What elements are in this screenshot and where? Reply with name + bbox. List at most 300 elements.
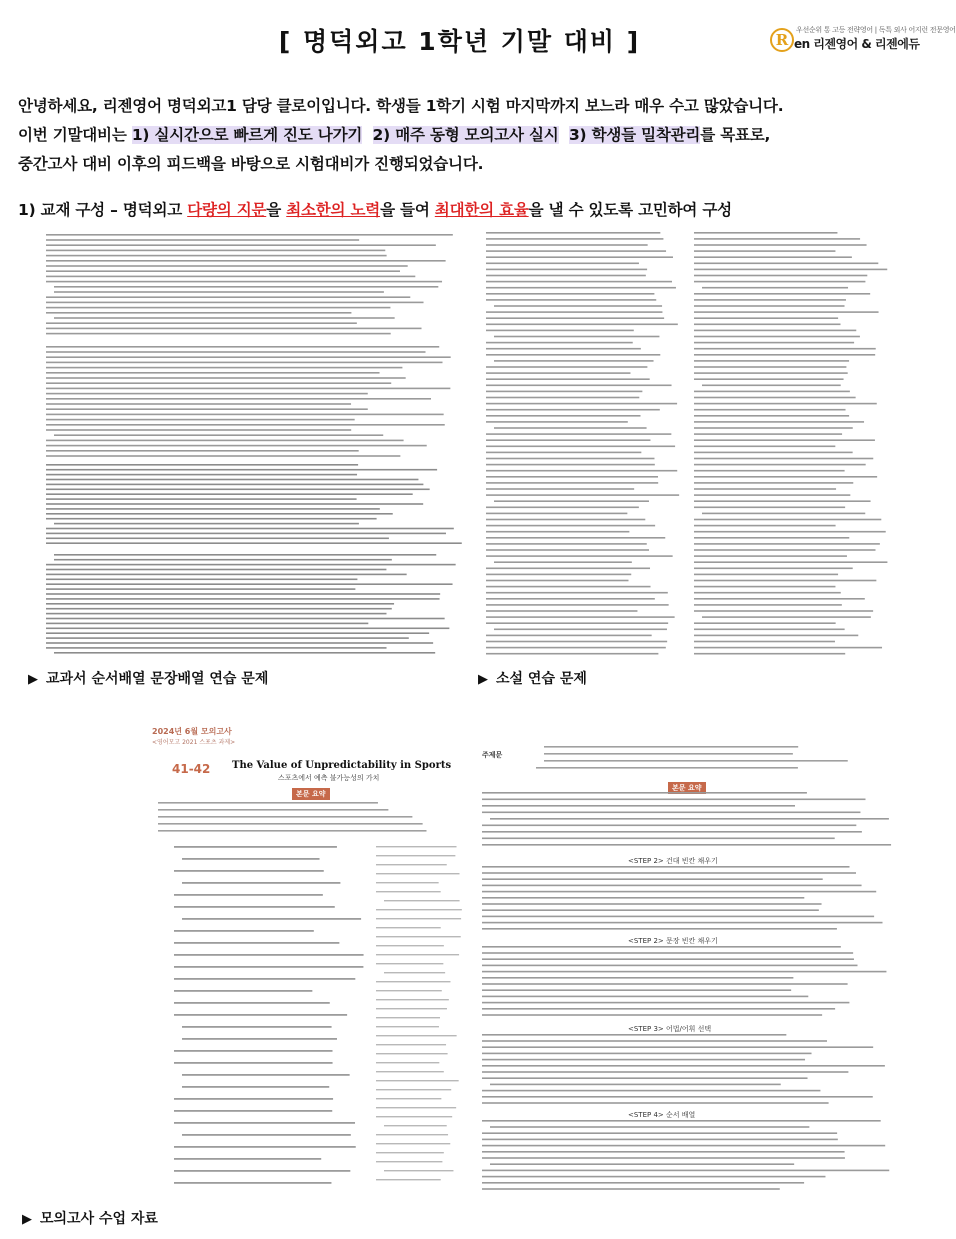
text-line	[182, 1134, 351, 1136]
text-line	[46, 574, 407, 576]
text-line	[486, 433, 671, 435]
text-line	[486, 250, 666, 252]
text-line	[384, 1125, 447, 1126]
question-number: 41-42	[172, 762, 211, 776]
text-line	[46, 367, 402, 369]
text-line	[376, 855, 455, 856]
text-line	[694, 263, 878, 265]
text-line	[486, 244, 648, 246]
text-line	[182, 918, 361, 920]
text-line	[46, 508, 380, 510]
text-line	[694, 555, 847, 557]
text-line	[174, 846, 337, 848]
text-line	[694, 561, 887, 563]
text-line	[494, 629, 667, 631]
text-line	[486, 330, 634, 332]
text-line	[482, 916, 874, 918]
text-line	[46, 503, 423, 505]
text-line	[482, 1071, 848, 1073]
handout-sub-tag: <영어모고 2021 스포츠 과제>	[152, 739, 236, 746]
text-line	[694, 232, 837, 234]
text-line	[694, 592, 841, 594]
text-line	[46, 424, 445, 426]
logo-tagline: 우선순위 통 고등 전략영어 | 독특 외사 어지런 전문영어	[796, 26, 956, 34]
text-line	[482, 1059, 805, 1061]
text-line	[182, 1074, 350, 1076]
text-line	[46, 513, 393, 515]
text-line	[46, 603, 394, 605]
text-line	[46, 307, 390, 309]
text-line	[486, 299, 656, 301]
text-line	[544, 760, 848, 762]
text-line	[486, 622, 668, 624]
text-line	[54, 652, 435, 654]
text-line	[482, 996, 808, 998]
text-line	[46, 382, 391, 384]
text-line	[536, 767, 798, 769]
text-line	[384, 972, 445, 973]
text-line	[694, 324, 841, 326]
text-line	[54, 559, 392, 561]
text-line	[694, 378, 844, 380]
text-line	[46, 538, 389, 540]
text-line	[182, 1026, 332, 1028]
text-line	[482, 952, 853, 954]
text-line	[482, 1145, 885, 1147]
text-line	[46, 588, 355, 590]
text-line	[494, 500, 649, 502]
text-line	[46, 608, 392, 610]
text-line	[46, 270, 400, 272]
text-line	[486, 452, 641, 454]
text-line	[694, 494, 850, 496]
text-line	[46, 419, 355, 421]
text-line	[482, 1034, 786, 1036]
text-line	[482, 903, 822, 905]
text-line	[482, 1008, 835, 1010]
text-line	[46, 312, 351, 314]
text-line	[486, 263, 639, 265]
text-line	[376, 1062, 439, 1063]
text-line	[494, 305, 662, 307]
text-line	[694, 586, 835, 588]
text-line	[694, 488, 836, 490]
text-line	[544, 753, 793, 755]
text-line	[174, 1002, 330, 1004]
text-line	[694, 446, 835, 448]
mock-exam-exercise-image	[478, 740, 898, 1192]
text-line	[46, 239, 359, 241]
text-line	[482, 799, 866, 801]
text-line	[174, 1098, 333, 1100]
text-line	[376, 1080, 459, 1081]
text-line	[482, 971, 886, 973]
text-line	[694, 293, 870, 295]
text-line	[486, 446, 675, 448]
text-line	[694, 580, 876, 582]
text-line	[486, 635, 652, 637]
text-line	[376, 936, 461, 937]
text-line	[486, 580, 629, 582]
text-line	[482, 983, 848, 985]
text-line	[482, 885, 862, 887]
text-line	[694, 317, 838, 319]
arrow-right-icon: ▶	[28, 672, 38, 687]
text-line	[376, 1071, 444, 1072]
text-line	[46, 445, 427, 447]
text-line	[174, 1170, 350, 1172]
text-line	[486, 519, 645, 521]
text-line	[486, 555, 673, 557]
text-line	[376, 1044, 446, 1045]
text-line	[486, 366, 647, 368]
text-line	[482, 1157, 845, 1159]
text-line	[702, 385, 841, 387]
text-line	[486, 488, 634, 490]
text-line	[46, 346, 439, 348]
text-line	[376, 1143, 450, 1144]
text-line	[486, 647, 666, 649]
text-line	[46, 244, 436, 246]
text-line	[486, 439, 650, 441]
text-line	[486, 275, 646, 277]
text-line	[46, 372, 380, 374]
arrow-right-icon: ▶	[478, 672, 488, 687]
text-line	[486, 409, 660, 411]
text-line	[174, 894, 323, 896]
text-line	[54, 523, 359, 525]
text-line	[486, 232, 660, 234]
handout-text-lines	[150, 722, 470, 1192]
text-line	[486, 378, 650, 380]
text-line	[46, 388, 450, 390]
text-line	[694, 299, 846, 301]
text-line	[694, 372, 848, 374]
text-line	[46, 362, 443, 364]
text-line	[694, 519, 881, 521]
text-line	[54, 317, 395, 319]
text-line	[694, 549, 876, 551]
text-line	[46, 647, 387, 649]
text-line	[46, 528, 454, 530]
text-line	[482, 909, 819, 911]
text-line	[376, 846, 457, 847]
text-line	[46, 598, 440, 600]
text-line	[494, 427, 647, 429]
text-line	[486, 476, 658, 478]
text-line	[482, 805, 795, 807]
text-line	[46, 613, 386, 615]
text-line	[482, 825, 856, 827]
step2-english-label: <STEP 2> 문장 빈칸 채우기	[628, 937, 718, 945]
text-line	[490, 818, 889, 820]
text-line	[46, 450, 359, 452]
text-line	[486, 324, 678, 326]
exercise-text-lines	[478, 740, 898, 1192]
text-line	[694, 635, 858, 637]
text-line	[482, 1176, 825, 1178]
handout-title: The Value of Unpredictability in Sports	[232, 760, 452, 771]
text-line	[54, 291, 384, 293]
text-line	[486, 342, 633, 344]
text-line	[694, 543, 880, 545]
text-line	[46, 393, 368, 395]
text-line	[46, 265, 408, 267]
text-line	[482, 989, 791, 991]
text-line	[494, 360, 654, 362]
text-line	[46, 356, 451, 358]
text-line	[174, 870, 324, 872]
text-line	[376, 1161, 442, 1162]
text-line	[46, 642, 433, 644]
caption-novel-practice: ▶ 소설 연습 문제	[478, 671, 587, 687]
text-line	[46, 579, 357, 581]
text-line	[486, 574, 631, 576]
text-line	[46, 484, 423, 486]
worksheet-text-lines	[480, 228, 892, 658]
text-line	[486, 397, 639, 399]
logo-brand-name: en 리젠영어 & 리젠에듀	[794, 37, 920, 51]
text-line	[174, 966, 363, 968]
text-line	[482, 922, 883, 924]
text-line	[482, 844, 891, 846]
text-line	[376, 927, 441, 928]
text-line	[694, 629, 845, 631]
text-line	[174, 990, 312, 992]
text-line	[376, 882, 439, 883]
text-line	[46, 474, 357, 476]
text-line	[376, 1053, 448, 1054]
text-line	[46, 302, 424, 304]
text-line	[174, 1050, 333, 1052]
mock-exam-handout-image	[150, 722, 470, 1192]
text-line	[702, 287, 848, 289]
text-line	[694, 464, 866, 466]
text-line	[694, 330, 856, 332]
text-line	[694, 531, 886, 533]
text-line	[486, 586, 651, 588]
text-line	[486, 653, 658, 655]
text-line	[694, 604, 842, 606]
text-line	[174, 954, 364, 956]
text-line	[694, 415, 849, 417]
text-line	[376, 873, 460, 874]
intro-line-3: 중간고사 대비 이후의 피드백을 바탕으로 시험대비가 진행되었습니다.	[18, 155, 484, 173]
intro-paragraph	[18, 92, 908, 179]
text-line	[46, 234, 453, 236]
text-line	[694, 281, 865, 283]
emphasis-many-passages: 다량의 지문	[187, 201, 267, 219]
text-line	[46, 281, 442, 283]
intro-line-2-end: 를 목표로,	[700, 126, 771, 144]
text-line	[694, 525, 836, 527]
text-line	[482, 838, 835, 840]
text-line	[694, 500, 871, 502]
text-line	[486, 421, 628, 423]
text-line	[482, 866, 849, 868]
text-line	[694, 641, 835, 643]
text-line	[46, 250, 385, 252]
text-line	[174, 1014, 347, 1016]
text-line	[376, 1107, 456, 1108]
text-line	[486, 592, 668, 594]
text-line	[486, 525, 655, 527]
text-line	[486, 281, 672, 283]
text-line	[376, 909, 462, 910]
text-line	[174, 942, 339, 944]
step2-korean-label: <STEP 2> 건대 빈칸 채우기	[628, 857, 718, 865]
text-line	[694, 409, 846, 411]
arrow-right-icon: ▶	[22, 1212, 32, 1227]
goal-2-highlight: 2) 매주 동형 모의고사 실시	[372, 126, 559, 144]
text-line	[46, 260, 446, 262]
text-line	[482, 1139, 838, 1141]
text-line	[482, 946, 841, 948]
text-line	[694, 354, 875, 356]
text-line	[482, 1182, 804, 1184]
text-line	[482, 1132, 837, 1134]
text-line	[482, 965, 858, 967]
text-line	[46, 593, 440, 595]
text-line	[384, 900, 460, 901]
text-line	[694, 403, 877, 405]
text-line	[694, 244, 867, 246]
text-line	[694, 537, 849, 539]
topic-sentence-label: 주제문	[482, 751, 503, 759]
text-line	[376, 999, 449, 1000]
text-line	[482, 1170, 889, 1172]
text-line	[376, 1179, 441, 1180]
caption-textbook-ordering: ▶ 교과서 순서배열 문장배열 연습 문제	[28, 671, 269, 687]
text-line	[46, 276, 415, 278]
text-line	[486, 543, 647, 545]
text-line	[174, 1182, 331, 1184]
text-line	[694, 647, 882, 649]
text-line	[46, 569, 386, 571]
text-line	[158, 830, 426, 832]
text-line	[486, 354, 660, 356]
text-line	[694, 342, 854, 344]
text-line	[482, 891, 876, 893]
goal-3-highlight: 3) 학생들 밀착관리	[568, 126, 701, 144]
text-line	[486, 293, 654, 295]
emphasis-min-effort: 최소한의 노력	[286, 201, 381, 219]
text-line	[46, 583, 453, 585]
text-line	[694, 476, 877, 478]
text-line	[174, 1122, 355, 1124]
text-line	[694, 269, 887, 271]
text-line	[486, 415, 640, 417]
text-line	[46, 351, 426, 353]
text-line	[486, 372, 630, 374]
text-line	[46, 333, 391, 335]
text-line	[482, 1188, 780, 1190]
text-line	[694, 458, 873, 460]
text-line	[486, 403, 677, 405]
text-line	[486, 238, 663, 240]
text-line	[174, 978, 355, 980]
text-line	[486, 464, 655, 466]
text-line	[694, 360, 849, 362]
text-line	[482, 1096, 873, 1098]
text-line	[544, 746, 798, 748]
text-line	[482, 977, 793, 979]
text-line	[486, 348, 641, 350]
text-line	[174, 1158, 321, 1160]
text-line	[384, 1170, 453, 1171]
text-line	[486, 549, 649, 551]
text-line	[486, 598, 655, 600]
text-line	[694, 250, 835, 252]
text-line	[46, 255, 387, 257]
text-line	[46, 542, 462, 544]
novel-practice-worksheet-image	[480, 228, 892, 658]
text-line	[694, 507, 845, 509]
text-line	[482, 928, 837, 930]
text-line	[158, 816, 412, 818]
text-line	[486, 494, 679, 496]
text-line	[46, 429, 351, 431]
text-line	[694, 256, 852, 258]
text-line	[376, 990, 442, 991]
text-line	[376, 1017, 440, 1018]
text-line	[46, 498, 357, 500]
text-line	[694, 653, 845, 655]
text-line	[482, 1040, 827, 1042]
text-line	[46, 455, 400, 457]
text-line	[694, 275, 867, 277]
text-line	[482, 1120, 881, 1122]
text-line	[482, 1077, 808, 1079]
text-line	[486, 568, 650, 570]
text-line	[182, 1086, 329, 1088]
text-line	[158, 809, 388, 811]
text-line	[376, 963, 443, 964]
text-line	[158, 802, 378, 804]
text-line	[46, 564, 456, 566]
textbook-ordering-worksheet-image	[40, 228, 470, 658]
text-line	[482, 1046, 873, 1048]
text-line	[494, 336, 659, 338]
text-line	[482, 812, 860, 814]
text-line	[46, 414, 444, 416]
text-line	[694, 311, 879, 313]
text-line	[46, 328, 422, 330]
text-line	[486, 269, 647, 271]
text-line	[376, 1116, 452, 1117]
handout-subtitle: 스포츠에서 예측 불가능성의 가치	[278, 774, 380, 782]
text-line	[376, 1152, 444, 1153]
handout-year-tag: 2024년 6월 모의고사	[152, 727, 232, 736]
text-line	[376, 1134, 448, 1135]
text-line	[482, 897, 804, 899]
text-line	[376, 1098, 441, 1099]
summary-tag: 본문 요약	[668, 782, 706, 794]
text-line	[174, 1062, 333, 1064]
text-line	[376, 954, 459, 955]
text-line	[694, 622, 836, 624]
text-line	[694, 336, 860, 338]
logo-mark-icon: R	[770, 28, 794, 52]
text-line	[486, 507, 639, 509]
text-line	[482, 1053, 812, 1055]
text-line	[482, 1102, 829, 1104]
text-line	[694, 366, 846, 368]
text-line	[482, 958, 854, 960]
page-title: [ 명덕외고 1학년 기말 대비 ]	[278, 27, 641, 56]
text-line	[486, 311, 662, 313]
text-line	[376, 981, 450, 982]
